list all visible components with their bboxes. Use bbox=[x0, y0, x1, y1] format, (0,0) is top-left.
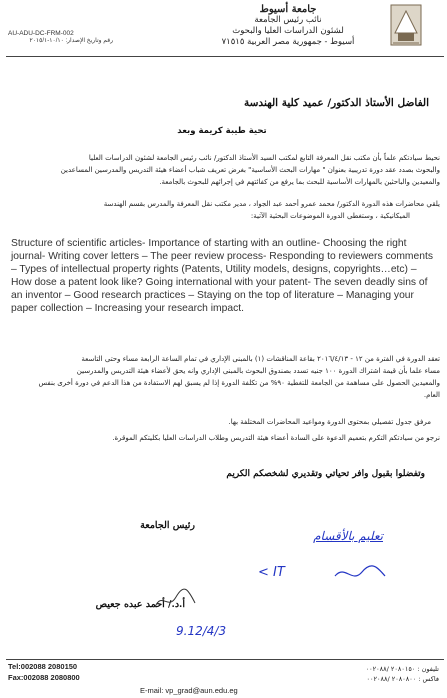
form-code: AU-ADU-DC-FRM-002 bbox=[8, 30, 74, 37]
footer-email[interactable]: E-mail: vp_grad@aun.edu.eg bbox=[140, 686, 238, 695]
footer-divider bbox=[6, 659, 444, 660]
university-seal-icon bbox=[371, 3, 441, 47]
paragraph-intro-line: نحيط سيادتكم علماً بأن مكتب نقل المعرفة التابع لمكتب السيد الأستاذ الدكتور/ نائب رئيس الجامعة لشئون الدراسات العليا bbox=[88, 154, 440, 162]
paragraph-intro bbox=[6, 152, 440, 188]
circulation-request: نرجو من سيادتكم التكرم بتعميم الدعوة على السادة أعضاء هيئة التدريس وطلاب الدراسات العليا بكليتكم الموقرة. bbox=[112, 434, 440, 442]
paragraph-schedule-line: العام. bbox=[423, 391, 440, 399]
footer-contact-english bbox=[8, 661, 80, 683]
paragraph-lecturer-line: الميكانيكية ، وستغطى الدورة الموضوعات البحثية الآتية: bbox=[250, 212, 410, 220]
issue-date: رقم وتاريخ الإصدار: ١٠/١٠-٢٠١٥/١ bbox=[29, 38, 113, 44]
paragraph-schedule-line: تعقد الدورة في الفترة من ١٢ - ٢٠١٦/٤/١٣ بقاعة المناقشات (١) بالمبنى الإداري في تمام الساعة الرابعة مساء وحتى التاسعة bbox=[81, 355, 440, 363]
footer-fax-arabic: فاكس : ٢٠٨٠٨٠٠ /٠٠٢٠٨٨ bbox=[366, 675, 439, 683]
university-name: جامعة أسيوط bbox=[259, 4, 317, 15]
handwritten-date: 9.12/4/3 bbox=[176, 624, 227, 638]
header-divider bbox=[6, 56, 444, 57]
vice-president-title: نائب رئيس الجامعة bbox=[254, 15, 322, 25]
handwritten-note-departments: تعليم بالأقسام bbox=[313, 529, 383, 543]
paragraph-schedule bbox=[6, 353, 440, 401]
addressee: الفاضل الأستاذ الدكتور/ عميد كلية الهندسة bbox=[244, 97, 429, 109]
paragraph-lecturer-line: يلقي محاضرات هذه الدورة الدكتور/ محمد عمرو أحمد عبد الجواد ، مدير مكتب نقل المعرفة والمدرس بقسم الهندسة bbox=[103, 200, 440, 208]
footer-tel-arabic: تليفون : ٢٠٨٠١٥٠ /٠٠٢٠٨٨ bbox=[365, 665, 439, 673]
paragraph-intro-line: والمعيدين والباحثين بالمهارات الأساسية للبحث بما يرفع من كفائتهم في إجرائهم للبحوث بالجامعة. bbox=[159, 178, 440, 186]
footer-contact-arabic bbox=[319, 664, 439, 684]
signature-mark-icon bbox=[150, 585, 200, 615]
paragraph-intro-line: والبحوث بصدد عقد دورة تدريبية بعنوان " مهارات البحث الأساسية" بغرض تعريف شباب أعضاء هيئة التدريس والمدرسين المساعدين bbox=[60, 166, 440, 174]
greeting: تحية طيبة كريمة وبعد bbox=[177, 126, 267, 136]
handwritten-note-it: < IT bbox=[258, 565, 285, 580]
footer-fax: Fax:002088 2080800 bbox=[8, 673, 80, 682]
paragraph-lecturer bbox=[6, 198, 440, 222]
address-line: أسيوط - جمهورية مصر العربية ٧١٥١٥ bbox=[221, 37, 355, 47]
closing-line: وتفضلوا بقبول وافر تحياتي وتقديري لشخصكم الكريم bbox=[226, 469, 425, 479]
handwritten-scribble-icon bbox=[330, 562, 390, 586]
paragraph-schedule-line: مساء علما بأن قيمة اشتراك الدورة ١٠٠ جنيه تسدد بصندوق البحوث بالمبنى الإداري وانه يحق لأعضاء هيئة التدريس والمدرسين bbox=[76, 367, 440, 375]
signer-name: أ.د./ أحمد عبده جعيص bbox=[95, 599, 185, 610]
paragraph-schedule-line: والمعيدين الحصول على مساهمة من الجامعة للتغطية ٩٠% من تكلفة الدورة إذا لم يسبق لهم الاستفادة من هذا الدعم في دورة أخرى بنفس bbox=[38, 379, 440, 387]
signer-title: رئيس الجامعة bbox=[140, 520, 195, 531]
footer-tel: Tel:002088 2080150 bbox=[8, 662, 78, 671]
attachment-note: مرفق جدول تفصيلي بمحتوى الدورة ومواعيد المحاضرات المختلفة بها. bbox=[228, 418, 431, 426]
department-name: لشئون الدراسات العليا والبحوث bbox=[232, 26, 344, 36]
header-arabic-block bbox=[193, 4, 363, 48]
course-topics-english: Structure of scientific articles- Importance of starting with an outline- Choosing the right journal- Writing cover letters – The peer review process- Responding to reviewers comments – Types of intellectual property rights (Patents, Utility models, designs, copyrights…etc) – How dose a patent look like? Going international with your patent- The seven deadly sins of an inventor – Good research practices – Staying on the top of literature – Managing your paper collection – Increasing your research impact. bbox=[11, 238, 433, 314]
